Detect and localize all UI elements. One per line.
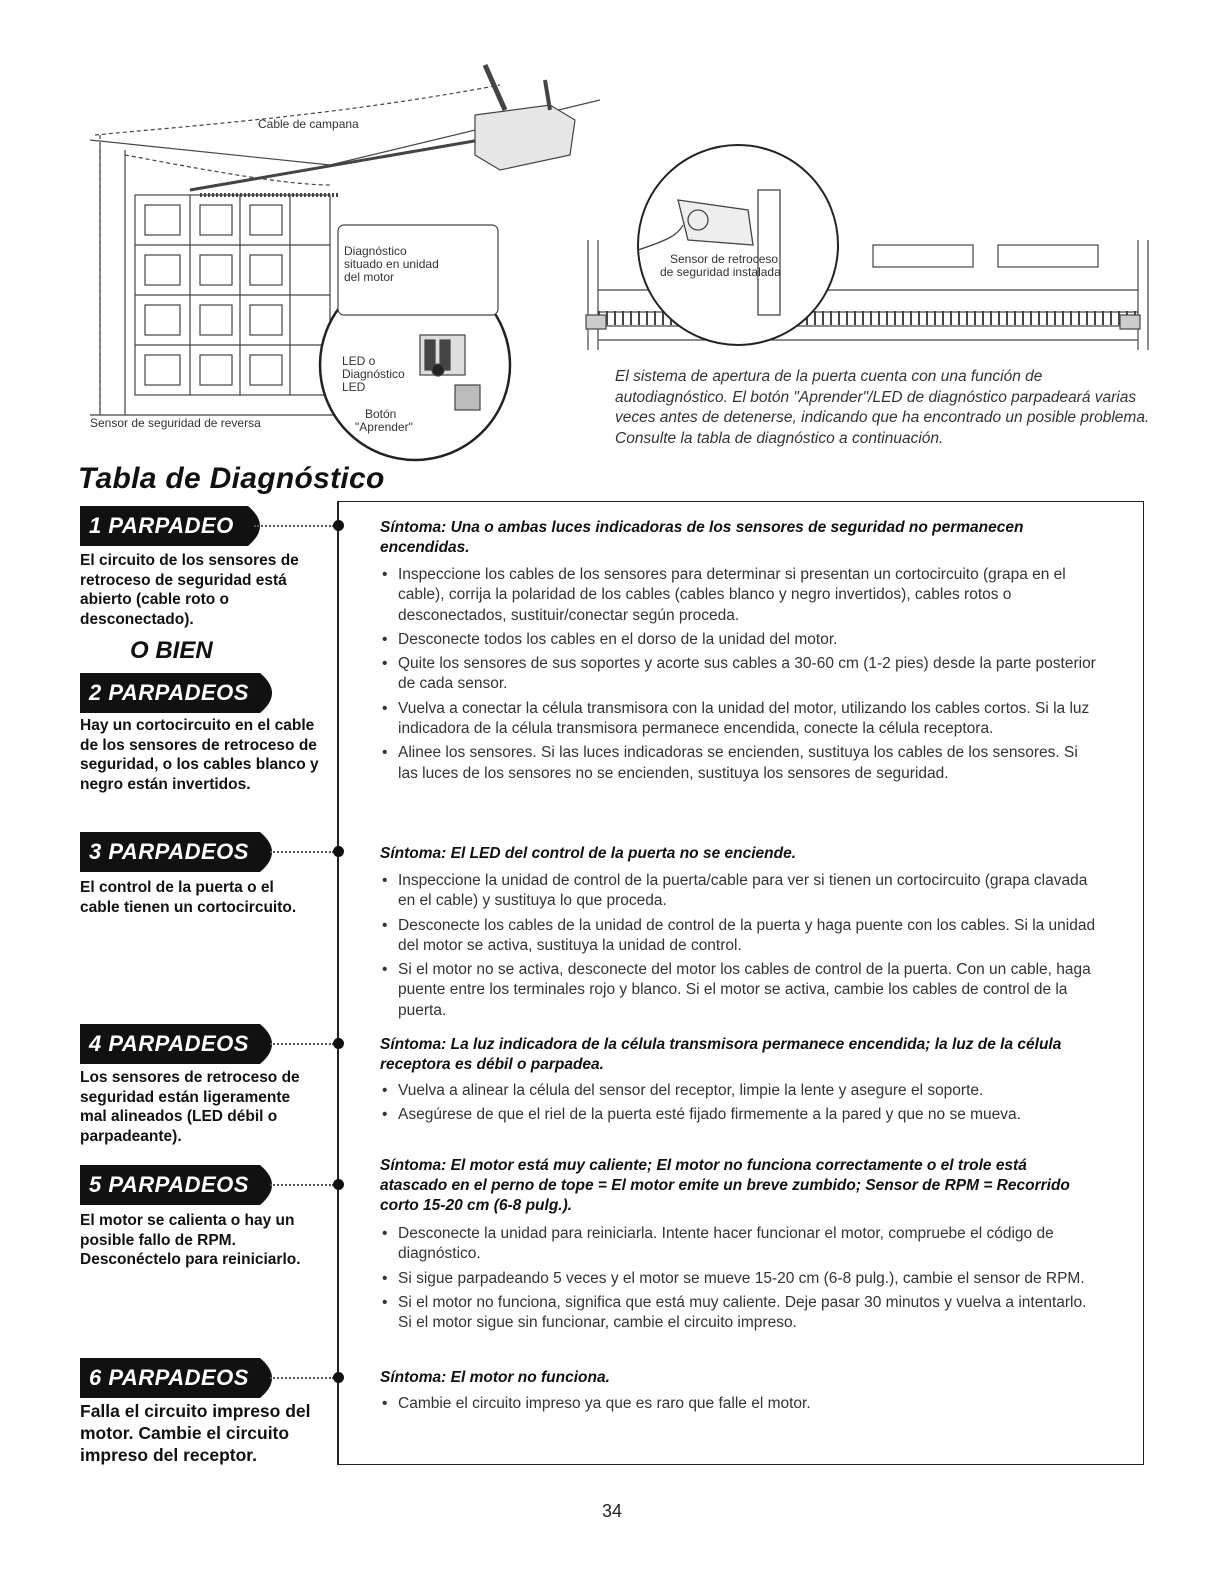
badge-3-bullet	[333, 846, 344, 857]
symptom-3-title: Síntoma: La luz indicadora de la célula transmisora permanece encendida; la luz de la célula receptora es débil o parpadea.	[380, 1036, 1062, 1073]
symptom-5-list	[380, 1394, 1100, 1418]
badge-1-bullet	[333, 520, 344, 531]
symptom-2-list	[380, 871, 1100, 1025]
badge-4-label: 4 PARPADEOS	[89, 1031, 249, 1056]
symptom-1-list	[380, 565, 1100, 788]
badge-1-leader	[254, 525, 334, 527]
garage-door-illustration	[80, 45, 600, 465]
symptom-5-title: Síntoma: El motor no funciona.	[380, 1369, 610, 1386]
garage-opener-drawing	[80, 45, 600, 465]
list-item: • Si el motor no funciona, significa que está muy caliente. Deje pasar 30 minutos y vuelva a intentarlo. Si el motor sigue sin funcionar, cambie el circuito impreso.	[380, 1293, 1100, 1334]
page-title: Tabla de Diagnóstico	[78, 462, 385, 495]
badge-4-bullet	[333, 1038, 344, 1049]
symptom-4-title: Síntoma: El motor está muy caliente; El motor no funciona correctamente o el trole está atascado en el perno de tope = El motor emite un breve zumbido; Sensor de RPM = Recorrido corto 15-20 cm (6-8 pulg.).	[380, 1157, 1070, 1214]
list-item: • Inspeccione la unidad de control de la puerta/cable para ver si tienen un cortocircuito (grapa clavada en el cable) y sustituya lo que proceda.	[380, 871, 1100, 912]
list-item: • Si el motor no se activa, desconecte del motor los cables de control de la puerta. Con un cable, haga puente entre los terminales rojo y blanco. Si el motor se activa, cambie los cables de control de la puerta.	[380, 960, 1100, 1021]
diag-unit-label-1: Diagnóstico	[344, 244, 407, 258]
badge-2-label: 2 PARPADEOS	[89, 680, 249, 705]
learn-button-label-1: Botón	[365, 407, 397, 421]
led-label-3: LED	[342, 380, 366, 394]
diag-unit-label-3: del motor	[344, 270, 395, 284]
list-item: • Inspeccione los cables de los sensores para determinar si presentan un cortocircuito (grapa en el cable), corrija la polaridad de los cables (cables blanco y negro invertidos), cables rotos o desconectados, sustituir/conectar según proceda.	[380, 565, 1100, 626]
symptom-3-list	[380, 1081, 1100, 1130]
badge-6-bullet	[333, 1372, 344, 1383]
symptom-1-title: Síntoma: Una o ambas luces indicadoras de los sensores de seguridad no permanecen encendidas.	[380, 519, 1024, 556]
list-item: • Desconecte la unidad para reiniciarla. Intente hacer funcionar el motor, compruebe el código de diagnóstico.	[380, 1224, 1100, 1265]
led-label-2: Diagnóstico	[342, 367, 405, 381]
intro-paragraph: El sistema de apertura de la puerta cuenta con una función de autodiagnóstico. El botón "Aprender"/LED de diagnóstico parpadeará varias veces antes de detenerse, indicando que ha encontrado un posible problema. Consulte la tabla de diagnóstico a continuación.	[615, 368, 1150, 447]
sensor-detail-illustration	[578, 140, 1158, 355]
badge-4-leader	[270, 1043, 334, 1045]
badge-1-flash	[80, 506, 340, 546]
cause-3: El control de la puerta o el cable tienen un cortocircuito.	[80, 879, 297, 916]
list-item: • Vuelva a conectar la célula transmisora con la unidad del motor, utilizando los cables cortos. Si la luz indicadora de la célula transmisora permanece encendida, conecte la célula receptora.	[380, 699, 1100, 740]
badge-6-label: 6 PARPADEOS	[89, 1365, 249, 1390]
badge-5-label: 5 PARPADEOS	[89, 1172, 249, 1197]
page-number: 34	[601, 1501, 623, 1521]
safety-sensor-label: Sensor de seguridad de reversa	[90, 416, 261, 430]
badge-2-flash	[80, 673, 340, 713]
list-item: • Desconecte los cables de la unidad de control de la puerta y haga puente con los cables. Si la unidad del motor se activa, sustituya la unidad de control.	[380, 916, 1100, 957]
badge-6-flash	[80, 1358, 340, 1398]
cause-1: El circuito de los sensores de retroceso de seguridad está abierto (cable roto o desconectado).	[80, 552, 299, 628]
installed-sensor-label-1: Sensor de retroceso	[670, 252, 779, 266]
list-item: • Alinee los sensores. Si las luces indicadoras se encienden, sustituya los cables de los sensores. Si las luces de los sensores no se encienden, sustituya los sensores de seguridad.	[380, 743, 1100, 784]
list-item: • Cambie el circuito impreso ya que es raro que falle el motor.	[380, 1394, 1100, 1414]
list-item: • Quite los sensores de sus soportes y acorte sus cables a 30-60 cm (1-2 pies) desde la parte posterior de cada sensor.	[380, 654, 1100, 695]
badge-4-flash	[80, 1024, 340, 1064]
badge-3-label: 3 PARPADEOS	[89, 839, 249, 864]
list-item: • Desconecte todos los cables en el dorso de la unidad del motor.	[380, 630, 1100, 650]
badge-5-bullet	[333, 1179, 344, 1190]
symptom-4-list	[380, 1224, 1100, 1337]
badge-3-flash	[80, 832, 340, 872]
badge-6-leader	[270, 1377, 334, 1379]
cause-6: Falla el circuito impreso del motor. Cambie el circuito impreso del receptor.	[80, 1401, 311, 1465]
cause-4: Los sensores de retroceso de seguridad están ligeramente mal alineados (LED débil o parpadeante).	[80, 1069, 300, 1145]
cause-2: Hay un cortocircuito en el cable de los sensores de retroceso de seguridad, o los cables blanco y negro están invertidos.	[80, 717, 319, 793]
list-item: • Asegúrese de que el riel de la puerta esté fijado firmemente a la pared y que no se mueva.	[380, 1105, 1100, 1125]
sensor-drawing	[578, 140, 1158, 355]
badge-5-flash	[80, 1165, 340, 1205]
badge-5-leader	[270, 1184, 334, 1186]
installed-sensor-label-2: de seguridad instalada	[660, 265, 781, 279]
bell-wire-label: Cable de campana	[258, 117, 359, 131]
list-item: • Si sigue parpadeando 5 veces y el motor se mueve 15-20 cm (6-8 pulg.), cambie el sensor de RPM.	[380, 1269, 1100, 1289]
diag-unit-label-2: situado en unidad	[344, 257, 439, 271]
cause-5: El motor se calienta o hay un posible fallo de RPM. Desconéctelo para reiniciarlo.	[80, 1212, 301, 1268]
list-item: • Vuelva a alinear la célula del sensor del receptor, limpie la lente y asegure el soporte.	[380, 1081, 1100, 1101]
or-label: O BIEN	[130, 637, 213, 664]
learn-button-label-2: "Aprender"	[355, 420, 413, 434]
badge-3-leader	[270, 851, 334, 853]
badge-1-label: 1 PARPADEO	[89, 513, 234, 538]
led-label-1: LED o	[342, 354, 376, 368]
symptom-2-title: Síntoma: El LED del control de la puerta no se enciende.	[380, 845, 796, 862]
